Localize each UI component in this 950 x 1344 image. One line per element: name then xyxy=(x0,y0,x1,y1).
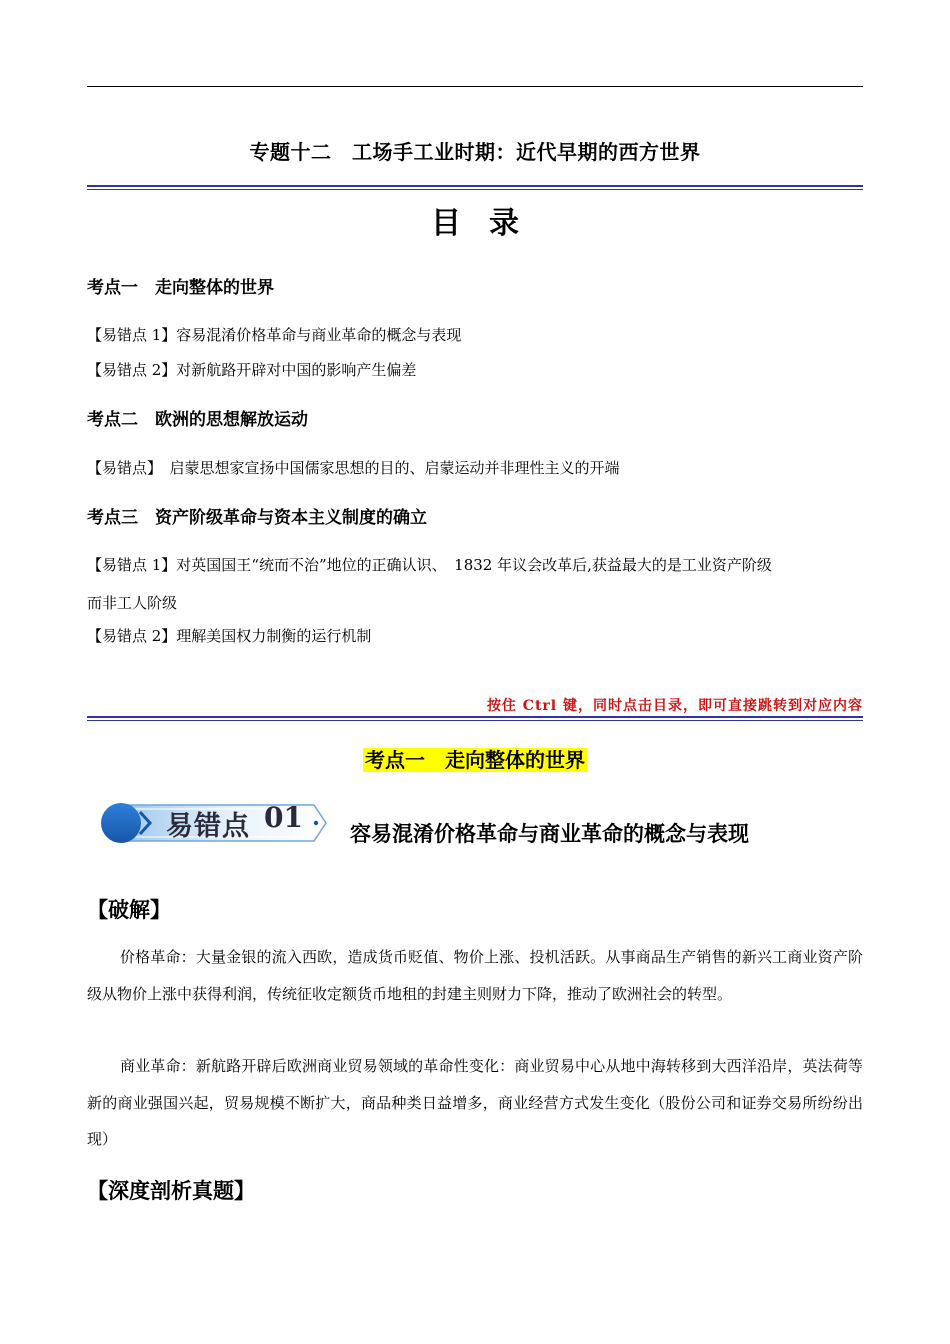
toc-section-3-link[interactable]: 考点三 资产阶级革命与资本主义制度的确立 xyxy=(87,508,427,528)
error-point-title: 容易混淆价格革命与商业革命的概念与表现 xyxy=(350,821,749,846)
toc-section-1-link[interactable]: 考点一 走向整体的世界 xyxy=(87,278,274,298)
toc-item-3-1-continued[interactable]: 而非工人阶级 xyxy=(87,594,178,612)
toc-item-1-1-link[interactable]: 【易错点 1】容易混淆价格革命与商业革命的概念与表现 xyxy=(87,326,462,344)
title-divider xyxy=(87,185,863,187)
badge-label: 易错点 xyxy=(166,811,250,842)
price-revolution-paragraph: 价格革命：大量金银的流入西欧，造成货币贬值、物价上涨、投机活跃。从事商品生产销售的新兴工商业资产阶级从物价上涨中获得利润，传统征收定额货币地租的封建主则财力下降，推动了欧洲社会的转型。 xyxy=(87,948,863,1003)
section-title xyxy=(0,744,950,773)
toc-section-2-link[interactable]: 考点二 欧洲的思想解放运动 xyxy=(87,410,308,430)
ctrl-click-note: 按住 Ctrl 键，同时点击目录，即可直接跳转到对应内容 xyxy=(486,698,863,714)
analysis-heading: 【破解】 xyxy=(87,897,171,922)
header-rule xyxy=(87,86,863,87)
exam-analysis-heading: 【深度剖析真题】 xyxy=(87,1178,255,1203)
toc-item-3-2-link[interactable]: 【易错点 2】理解美国权力制衡的运行机制 xyxy=(87,627,372,645)
toc-end-divider xyxy=(87,716,863,718)
subject-title: 专题十二 工场手工业时期：近代早期的西方世界 xyxy=(249,140,701,164)
toc-item-3-1-link[interactable]: 【易错点 1】对英国国王“统而不治”地位的正确认识、 1832 年议会改革后,获益最大的是工业资产阶级 xyxy=(87,556,772,574)
toc-title: 目录 xyxy=(431,206,547,241)
badge-number: 01 xyxy=(264,801,303,834)
toc-item-1-2-link[interactable]: 【易错点 2】对新航路开辟对中国的影响产生偏差 xyxy=(87,361,417,379)
commercial-revolution-paragraph: 商业革命：新航路开辟后欧洲商业贸易领域的革命性变化：商业贸易中心从地中海转移到大西洋沿岸，英法荷等新的商业强国兴起，贸易规模不断扩大，商品种类日益增多，商业经营方式发生变化（股份公司和证券交易所纷纷出现） xyxy=(87,1057,863,1148)
toc-item-2-1-link[interactable]: 【易错点】 启蒙思想家宣扬中国儒家思想的目的、启蒙运动并非理性主义的开端 xyxy=(87,459,620,477)
section-title-highlight: 考点一 走向整体的世界 xyxy=(365,748,585,772)
